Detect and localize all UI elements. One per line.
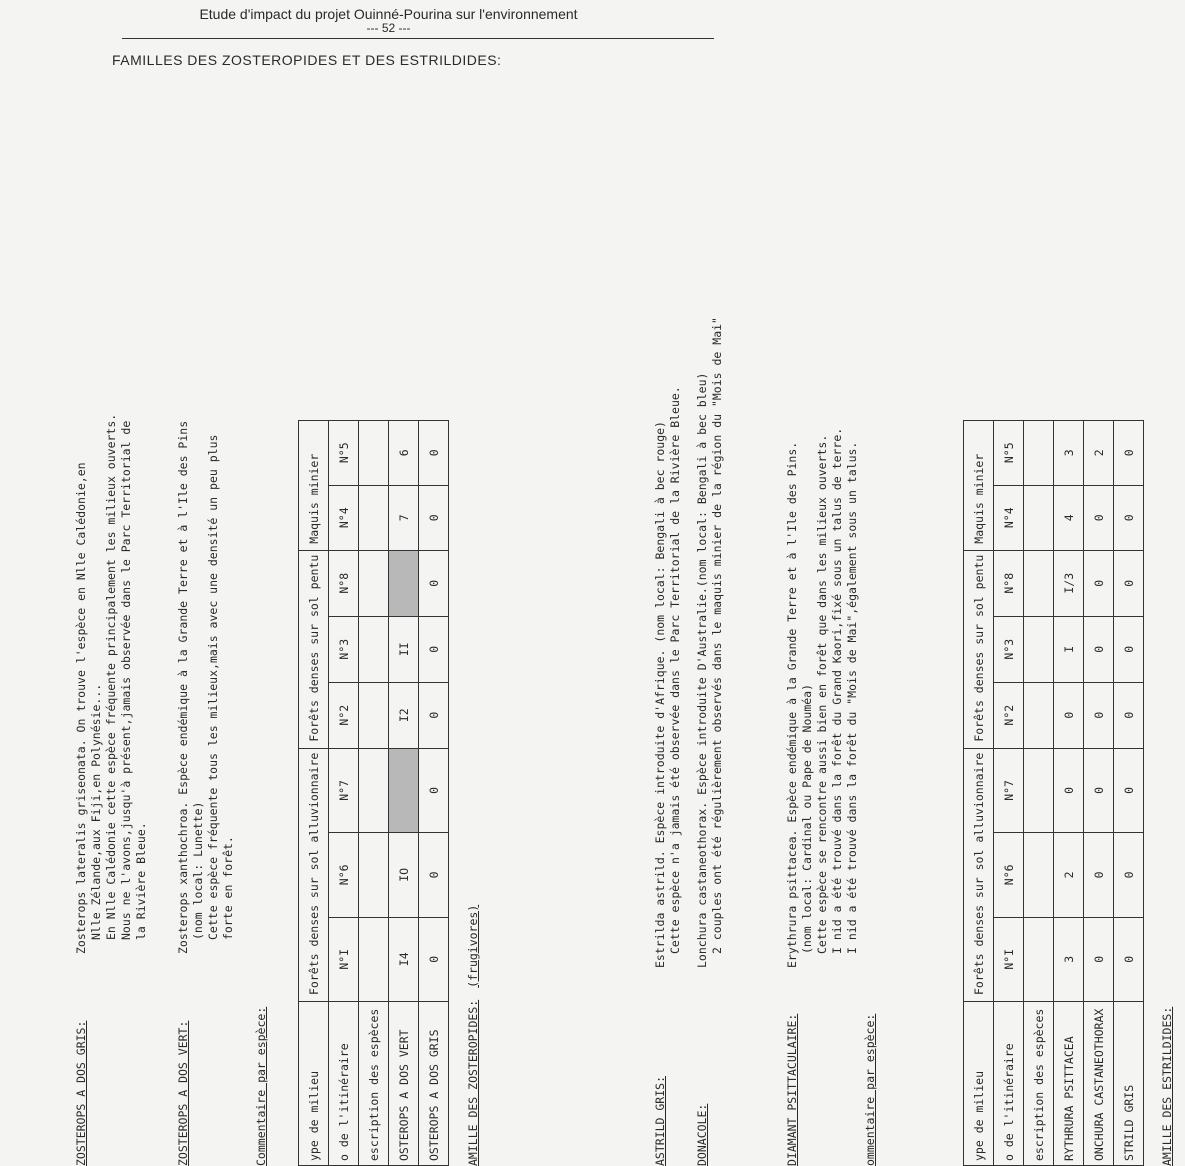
itinerary-header: N°8 xyxy=(329,550,359,616)
species-comment-text: Zosterops lateralis griseonata. On trouve l'espèce en Nlle Calédonie,en xyxy=(74,462,88,954)
data-cell: 0 xyxy=(419,485,449,550)
species-comment-name: DIAMANT PSITTACULAIRE: xyxy=(785,1013,799,1166)
data-cell: 0 xyxy=(1114,616,1144,682)
data-cell: 0 xyxy=(1084,616,1114,682)
empty-cell xyxy=(1024,682,1054,748)
itinerary-header: N°6 xyxy=(329,833,359,917)
data-cell: 0 xyxy=(1114,485,1144,550)
species-comment-text: 2 couples ont été régulièrement observés dans le maquis minier de la région du "Mois de Mai" xyxy=(710,317,724,954)
empty-cell xyxy=(1024,917,1054,1001)
species-comment-text: Zosterops xanthochroa. Espèce endémique à la Grande Terre et à l'Ile des Pins xyxy=(176,420,190,954)
header-rule xyxy=(122,38,714,39)
species-comment-text: (nom local: Lunette) xyxy=(191,801,205,940)
data-cell: 0 xyxy=(419,917,449,1001)
species-comment-text: (nom local: Cardinal ou Pape de Nouméa) xyxy=(800,683,814,954)
data-cell: 0 xyxy=(1114,682,1144,748)
itinerary-header: N°2 xyxy=(994,682,1024,748)
group-header: Forêts denses sur sol alluvionnaire xyxy=(964,748,994,1001)
data-cell: IO xyxy=(389,833,419,917)
data-cell: 0 xyxy=(1054,682,1084,748)
itinerary-header: N°7 xyxy=(994,748,1024,832)
data-cell: 0 xyxy=(419,748,449,832)
data-cell: 0 xyxy=(1084,917,1114,1001)
page-number: --- 52 --- xyxy=(366,21,411,35)
row-label: escription des espèces xyxy=(359,1002,389,1166)
data-cell: 0 xyxy=(1054,748,1084,832)
species-comment-name: ZOSTEROPS A DOS VERT: xyxy=(176,1020,190,1166)
data-cell: 3 xyxy=(1054,420,1084,485)
species-comment-text: la Rivière Bleue. xyxy=(134,822,148,940)
itinerary-header: N°3 xyxy=(329,616,359,682)
species-comment xyxy=(176,421,236,1166)
data-cell: 2 xyxy=(1054,833,1084,917)
species-comment-name: ASTRILD GRIS: xyxy=(653,1075,667,1166)
data-cell: I2 xyxy=(389,682,419,748)
itinerary-header: N°I xyxy=(994,917,1024,1001)
empty-cell xyxy=(359,420,389,485)
document-header-title: Etude d'impact du projet Ouinné-Pourina sur l'environnement xyxy=(199,6,578,22)
itinerary-header: N°8 xyxy=(994,550,1024,616)
group-header: Forêts denses sur sol pentu xyxy=(964,550,994,748)
data-cell: 0 xyxy=(1114,917,1144,1001)
empty-cell xyxy=(359,748,389,832)
species-label: ONCHURA CASTANEOTHORAX xyxy=(1084,1002,1114,1166)
row-label: o de l'itinéraire xyxy=(329,1002,359,1166)
itinerary-header: N°5 xyxy=(329,420,359,485)
row-label: ype de milieu xyxy=(299,1002,329,1166)
species-comment-text: Cette espèce se rencontre aussi bien en forêt que dans les milieux ouverts. xyxy=(815,434,829,954)
species-comment-text: Nlle Zélande,aux Fiji,en Polynésie... xyxy=(89,683,103,940)
zosteropides-family-title: AMILLE DES ZOSTEROPIDES:(frugivores) xyxy=(466,904,480,1166)
data-cell: I/3 xyxy=(1054,550,1084,616)
itinerary-header: N°3 xyxy=(994,616,1024,682)
group-header: Maquis minier xyxy=(299,420,329,550)
data-cell: I xyxy=(1054,616,1084,682)
row-label: ype de milieu xyxy=(964,1002,994,1166)
data-cell: 0 xyxy=(1084,550,1114,616)
data-cell: 0 xyxy=(419,550,449,616)
species-label: OSTEROPS A DOS VERT xyxy=(389,1002,419,1166)
itinerary-header: N°2 xyxy=(329,682,359,748)
data-cell: 6 xyxy=(389,420,419,485)
data-cell: 0 xyxy=(1084,748,1114,832)
data-cell: 0 xyxy=(1084,682,1114,748)
data-cell: II xyxy=(389,616,419,682)
empty-cell xyxy=(359,833,389,917)
data-cell: 4 xyxy=(1054,485,1084,550)
data-cell: 0 xyxy=(419,833,449,917)
itinerary-header: N°4 xyxy=(994,485,1024,550)
shaded-cell xyxy=(389,550,419,616)
estrildides-comment-title: ommentaire par espèce: xyxy=(863,1013,877,1166)
species-comment-text: Nous ne l'avons,jusqu'à présent,jamais observée dans le Parc Territorial de xyxy=(119,420,133,940)
species-comment xyxy=(653,386,683,1166)
data-cell: 0 xyxy=(419,616,449,682)
species-comment-text: forte en forêt. xyxy=(221,836,235,940)
data-cell: 0 xyxy=(419,420,449,485)
species-comment-name: DONACOLE: xyxy=(695,1103,709,1166)
species-comment-text: Cette espèce n'a jamais été observée dans le Parc Territorial de la Rivière Bleue. xyxy=(668,386,682,954)
group-header: Forêts denses sur sol pentu xyxy=(299,550,329,748)
empty-cell xyxy=(1024,420,1054,485)
zosteropides-table xyxy=(298,420,449,1166)
empty-cell xyxy=(359,682,389,748)
species-comment-text: Cette espèce fréquente tous les milieux,mais avec une densité un peu plus xyxy=(206,434,220,940)
zosteropides-family-subtitle: (frugivores) xyxy=(466,904,480,988)
data-cell: I4 xyxy=(389,917,419,1001)
group-header: Forêts denses sur sol alluvionnaire xyxy=(299,748,329,1001)
species-comment xyxy=(695,317,725,1166)
zosteropides-block xyxy=(74,66,483,1166)
empty-cell xyxy=(359,550,389,616)
species-comment-text: En Nlle Calédonie cette espèce fréquente principalement les milieux ouverts. xyxy=(104,413,118,940)
empty-cell xyxy=(1024,485,1054,550)
empty-cell xyxy=(1024,616,1054,682)
itinerary-header: N°6 xyxy=(994,833,1024,917)
empty-cell xyxy=(1024,748,1054,832)
itinerary-header: N°4 xyxy=(329,485,359,550)
data-cell: 0 xyxy=(1114,550,1144,616)
data-cell: 0 xyxy=(1114,833,1144,917)
species-comment-text: Estrilda astrild. Espèce introduite d'Afrique. (nom local: Bengali à bec rouge) xyxy=(653,421,667,968)
zosteropides-comment-title: Commentaire par espèce: xyxy=(254,1006,268,1166)
species-comment xyxy=(74,414,149,1166)
empty-cell xyxy=(359,485,389,550)
estrildides-block xyxy=(653,66,1185,1166)
empty-cell xyxy=(359,616,389,682)
data-cell: 0 xyxy=(419,682,449,748)
data-cell: 0 xyxy=(1114,420,1144,485)
species-comment-text: Lonchura castaneothorax. Espèce introduite D'Australie.(nom local: Bengali à bec bleu) xyxy=(695,372,709,968)
itinerary-header: N°5 xyxy=(994,420,1024,485)
empty-cell xyxy=(359,917,389,1001)
data-cell: 0 xyxy=(1084,833,1114,917)
estrildides-family-title: AMILLE DES ESTRILDIDES: xyxy=(1160,1006,1174,1166)
species-comment-text: I nid a été trouvé dans la forêt du "Mois de Mai",également sous un talus. xyxy=(845,441,859,954)
species-label: OSTEROPS A DOS GRIS xyxy=(419,1002,449,1166)
data-cell: 0 xyxy=(1084,485,1114,550)
estrildides-table xyxy=(963,420,1144,1166)
section-title: FAMILLES DES ZOSTEROPIDES ET DES ESTRILDIDES: xyxy=(112,52,502,68)
data-cell: 7 xyxy=(389,485,419,550)
itinerary-header: N°7 xyxy=(329,748,359,832)
itinerary-header: N°I xyxy=(329,917,359,1001)
shaded-cell xyxy=(389,748,419,832)
species-comment xyxy=(785,428,860,1166)
species-comment-text: I nid a été trouvé dans la forêt du Grand Kaori,fixé sous un talus de terre. xyxy=(830,427,844,954)
species-comment-name: ZOSTEROPS A DOS GRIS: xyxy=(74,1020,88,1166)
data-cell: 0 xyxy=(1114,748,1144,832)
species-label: STRILD GRIS xyxy=(1114,1002,1144,1166)
empty-cell xyxy=(1024,550,1054,616)
data-cell: 2 xyxy=(1084,420,1114,485)
group-header: Maquis minier xyxy=(964,420,994,550)
data-cell: 3 xyxy=(1054,917,1084,1001)
species-comment-text: Erythrura psittacea. Espèce endémique à la Grande Terre et à l'Ile des Pins. xyxy=(785,441,799,968)
species-label: RYTHRURA PSITTACEA xyxy=(1054,1002,1084,1166)
empty-cell xyxy=(1024,833,1054,917)
row-label: o de l'itinéraire xyxy=(994,1002,1024,1166)
row-label: escription des espèces xyxy=(1024,1002,1054,1166)
